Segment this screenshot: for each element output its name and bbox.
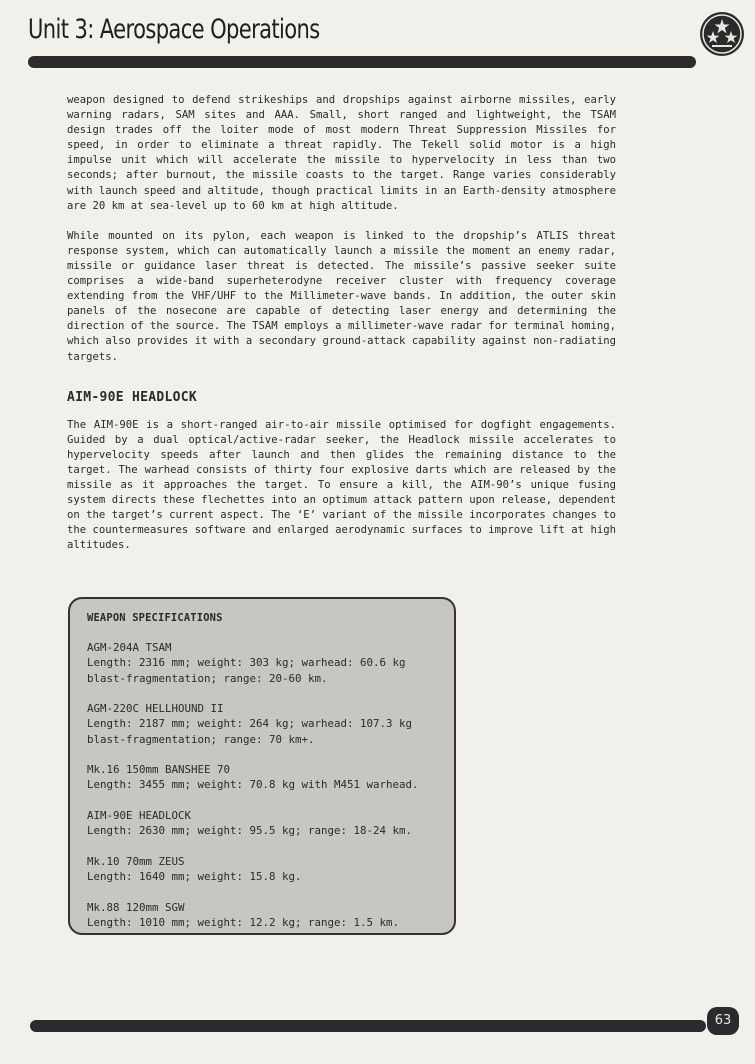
header-bar (28, 56, 696, 68)
page-header-title: Unit 3: Aerospace Operations (28, 14, 320, 45)
body-content (67, 93, 616, 569)
spec-item-line: Length: 1640 mm; weight: 15.8 kg. (87, 870, 302, 883)
spec-item-line: Length: 1010 mm; weight: 12.2 kg; range: 1.5 km. (87, 915, 400, 929)
section-heading: AIM-90E HEADLOCK (67, 389, 198, 405)
body-paragraph: While mounted on its pylon, each weapon is linked to the dropship’s ATLIS threat response system, which can automatically launch a missile the moment an enemy radar, missile or guidance laser threat is detected. The missile’s passive seeker suite comprises a wide-band superheterodyne receiver cluster with frequency coverage extending from the VHF/UHF to the Millimeter-wave bands. In addition, the outer skin panels of the nosecone are capable of detecting laser energy and determining the direction of the source. The TSAM employs a millimeter-wave radar for terminal homing, which also provides it with a secondary ground-attack capability against non-radiating targets. (67, 229, 616, 363)
page-number: 63 (707, 1007, 739, 1035)
spec-item-line: blast-fragmentation; range: 70 km+. (87, 732, 315, 746)
three-star-emblem-icon (700, 12, 744, 56)
spec-item (87, 640, 437, 686)
spec-item-line: Length: 2630 mm; weight: 95.5 kg; range: 18-24 km. (87, 824, 413, 838)
spec-item (87, 808, 437, 838)
spec-item (87, 762, 437, 792)
spec-item-line: Length: 2187 mm; weight: 264 kg; warhead: 107.3 kg (87, 717, 413, 731)
spec-item-name: Mk.10 70mm ZEUS (87, 854, 185, 868)
spec-item-name: AGM-204A TSAM (87, 641, 172, 655)
spec-item-line: blast-fragmentation; range: 20-60 km. (87, 671, 328, 685)
spec-item (87, 900, 437, 930)
spec-item-name: AGM-220C HELLHOUND II (87, 702, 224, 716)
section-paragraph: The AIM-90E is a short-ranged air-to-air missile optimised for dogfight engagements. Guided by a dual optical/active-radar seeker, the Headlock missile accelerates to hypervelocity speeds after launch and then glides the remaining distance to the target. The warhead consists of thirty four explosive darts which are released by the missile as it approaches the target. To ensure a kill, the AIM-90’s unique fusing system directs these flechettes into an optimum attack pattern upon release, dependent on the target’s current aspect. The ‘E’ variant of the missile incorporates changes to the countermeasures software and enlarged aerodynamic surfaces to improve lift at high altitudes. (67, 418, 616, 552)
body-paragraph: weapon designed to defend strikeships and dropships against airborne missiles, early warning radars, SAM sites and AAA. Small, short ranged and lightweight, the TSAM design trades off the loiter mode of most modern Threat Suppression Missiles for speed, in order to eliminate a threat rapidly. The Tekell solid motor is a high impulse unit which will accelerate the missile to hypervelocity in less than two seconds; after burnout, the missile coasts to the target. Range varies considerably with launch speed and altitude, though practical limits in an Earth-density atmosphere are 20 km at sea-level up to 60 km at high altitude. (67, 94, 616, 212)
spec-item-name: AIM-90E HEADLOCK (87, 809, 192, 822)
footer-bar (30, 1020, 706, 1032)
spec-box-title: WEAPON SPECIFICATIONS (87, 612, 223, 624)
spec-item-line: Length: 2316 mm; weight: 303 kg; warhead: 60.6 kg (87, 656, 406, 670)
spec-item (87, 854, 437, 884)
spec-item-name: Mk.88 120mm SGW (87, 900, 185, 914)
spec-item-line: Length: 3455 mm; weight: 70.8 kg with M451 warhead. (87, 778, 419, 792)
weapon-specifications-box (68, 597, 456, 935)
spec-item (87, 701, 437, 747)
spec-item-name: Mk.16 150mm BANSHEE 70 (87, 763, 231, 777)
